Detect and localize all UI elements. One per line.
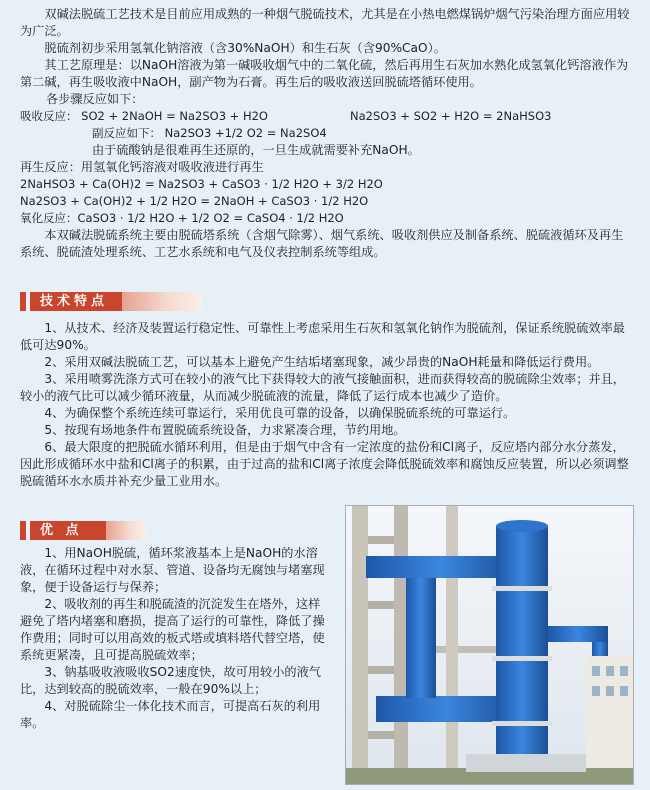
side-reaction-row [20, 125, 632, 142]
side-equation: Na2SO3 +1/2 O2 = Na2SO4 [164, 126, 327, 140]
tech-features-list [20, 320, 632, 490]
absorb-equation-2: Na2SO3 + SO2 + H2O = 2NaHSO3 [350, 109, 552, 123]
intro-paragraph-1: 双碱法脱硫工艺技术是目前应用成熟的一种烟气脱硫技术，尤其是在小热电燃煤锅炉烟气污染治理方面应用较为广泛。 [20, 7, 630, 38]
tech-item: 4、为确保整个系统连续可靠运行，采用优良可靠的设备，以确保脱硫系统的可靠运行。 [44, 406, 516, 420]
absorb-equation-1: SO2 + 2NaOH = Na2SO3 + H2O [81, 109, 268, 123]
regen-equation-2: Na2SO3 + Ca(OH)2 + 1/2 H2O = 2NaOH + CaSO3 · 1/2 H2O [20, 194, 369, 208]
adv-item: 3、钠基吸收液吸收SO2速度快，故可用较小的液气比，达到较高的脱硫效率，一般在90%以上； [20, 665, 321, 696]
desulfurization-tower-photo [345, 505, 634, 785]
intro-paragraph-2: 脱硫剂初步采用氢氧化钠溶液（含30%NaOH）和生石灰（含90%CaO）。 [44, 41, 446, 55]
adv-section-header [30, 521, 146, 540]
intro-paragraph-3: 其工艺原理是：以NaOH溶液为第一碱吸收烟气中的二氧化硫，然后再用生石灰加水熟化成氢氧化钙溶液作为第二碱，再生吸收液中NaOH，副产物为石膏。再生后的吸收液送回脱硫塔循环使用。 [20, 58, 629, 89]
adv-item: 2、吸收剂的再生和脱硫渣的沉淀发生在塔外，这样避免了塔内堵塞和磨损，提高了运行的可靠性，降低了操作费用；同时可以用高效的板式塔或填料塔代替空塔，使系统更紧凑，且可提高脱硫效率； [20, 597, 325, 662]
tech-section-header [30, 292, 202, 311]
adv-section-title: 优 点 [30, 521, 106, 540]
tech-item: 5、按现有场地条件布置脱硫系统设备，力求紧凑合理，节约用地。 [44, 423, 406, 437]
absorb-reaction-row [20, 108, 632, 125]
tech-item: 3、采用喷雾洗涤方式可在较小的液气比下获得较大的液气接触面积，进而获得较高的脱硫除尘效率；并且，较小的液气比可以减少循环液量，从而减少脱硫液的流量，降低了运行成本也减少了造价。 [20, 372, 625, 403]
tech-section-title: 技术特点 [30, 292, 122, 311]
regen-label: 再生反应：用氢氧化钙溶液对吸收液进行再生 [20, 160, 264, 174]
system-paragraph: 本双碱法脱硫系统主要由脱硫塔系统（含烟气除雾）、烟气系统、吸收剂供应及制备系统、脱硫液循环及再生系统、脱硫渣处理系统、工艺水系统和电气及仪表控制系统等组成。 [20, 228, 624, 259]
tech-section-rule [122, 292, 202, 311]
absorb-label: 吸收反应： [20, 109, 78, 123]
regen-equation-1: 2NaHSO3 + Ca(OH)2 = Na2SO3 + CaSO3 · 1/2 H2O + 3/2 H2O [20, 177, 383, 191]
side-note: 由于硫酸钠是很难再生还原的，一旦生成就需要补充NaOH。 [92, 143, 420, 157]
side-label: 副反应如下： [92, 126, 161, 140]
steps-intro: 各步骤反应如下： [46, 92, 144, 106]
advantages-list [20, 545, 330, 732]
tech-item: 2、采用双碱法脱硫工艺，可以基本上避免产生结垢堵塞现象，减少昂贵的NaOH耗量和降低运行费用。 [44, 355, 600, 369]
intro-section [20, 6, 632, 261]
tower-illustration [346, 506, 633, 784]
oxidation-equation: 氧化反应：CaSO3 · 1/2 H2O + 1/2 O2 = CaSO4 · 1/2 H2O [20, 211, 344, 225]
adv-item: 1、用NaOH脱硫，循环浆液基本上是NaOH的水溶液，在循环过程中对水泵、管道、设备均无腐蚀与堵塞现象，便于设备运行与保养； [20, 546, 325, 594]
adv-item: 4、对脱硫除尘一体化技术而言，可提高石灰的利用率。 [20, 699, 321, 730]
tech-item: 6、最大限度的把脱硫水循环利用，但是由于烟气中含有一定浓度的盐份和Cl离子，反应塔内部分水分蒸发，因此形成循环水中盐和Cl离子的积累，由于过高的盐和Cl离子浓度会降低脱硫效率和腐蚀反应装置，所以必须调整脱硫循环水水质并补充少量工业用水。 [20, 440, 629, 488]
adv-section-rule [106, 521, 146, 540]
tech-item: 1、从技术、经济及装置运行稳定性、可靠性上考虑采用生石灰和氢氧化钠作为脱硫剂，保证系统脱硫效率最低可达90%。 [20, 321, 625, 352]
